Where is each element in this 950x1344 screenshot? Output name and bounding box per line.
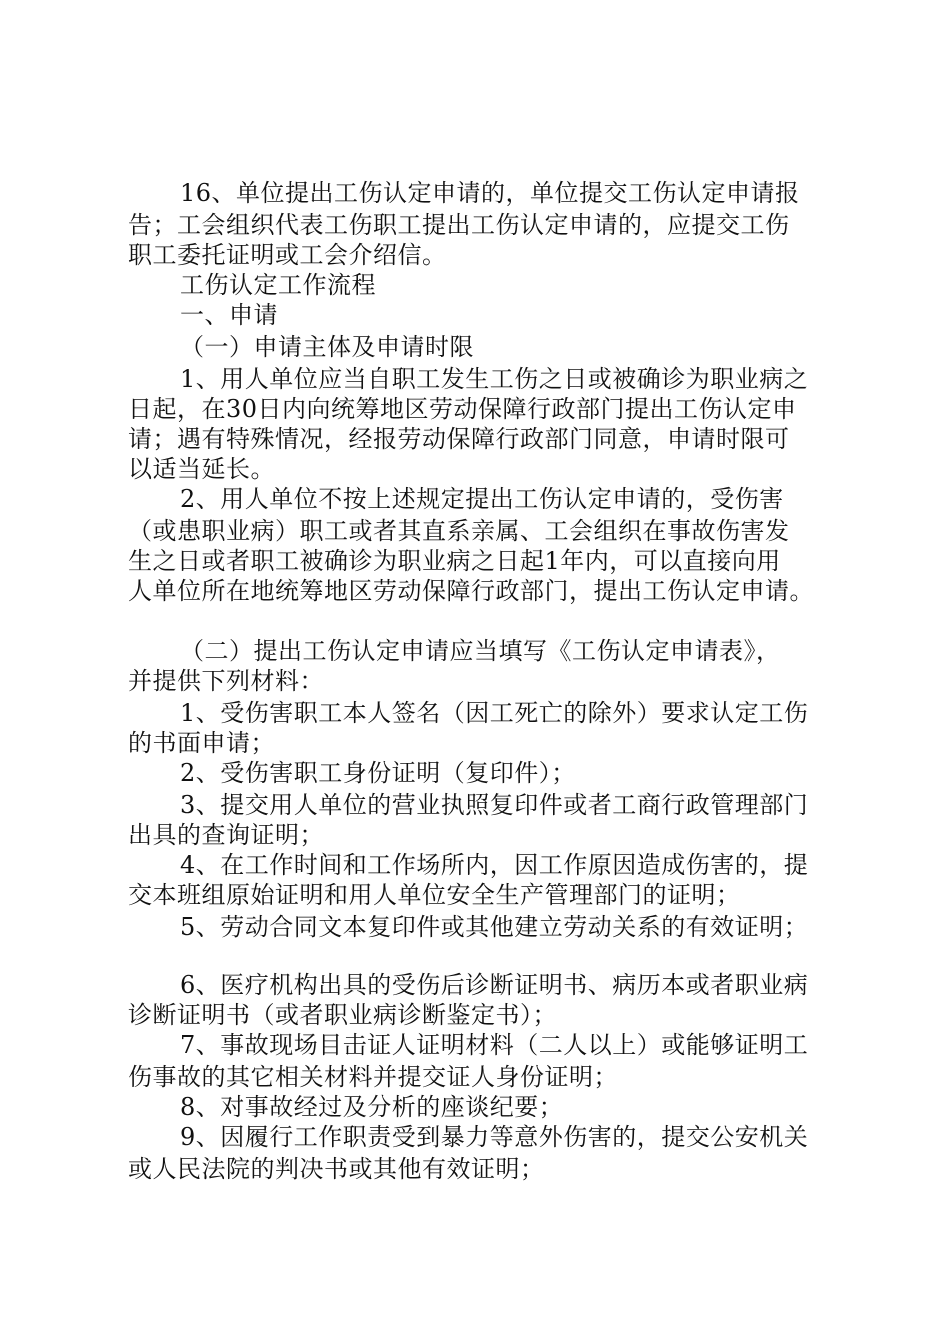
text-line: 日起，在30日内向统筹地区劳动保障行政部门提出工伤认定申: [128, 395, 797, 423]
text-line: 2、用人单位不按上述规定提出工伤认定申请的，受伤害: [180, 485, 784, 513]
subsection-heading: （一）申请主体及申请时限: [180, 333, 474, 361]
text-line: 1、用人单位应当自职工发生工伤之日或被确诊为职业病之: [180, 365, 809, 393]
text-line: 人单位所在地统筹地区劳动保障行政部门，提出工伤认定申请。: [128, 577, 814, 605]
text-line: 告；工会组织代表工伤职工提出工伤认定申请的，应提交工伤: [128, 211, 790, 239]
text-line: 或人民法院的判决书或其他有效证明；: [128, 1155, 545, 1183]
subsection-heading: （二）提出工伤认定申请应当填写《工伤认定申请表》，: [180, 637, 781, 665]
text-line: 并提供下列材料：: [128, 667, 324, 695]
text-line: 6、医疗机构出具的受伤后诊断证明书、病历本或者职业病: [180, 971, 809, 999]
text-line: 职工委托证明或工会介绍信。: [128, 241, 447, 269]
text-line: （或患职业病）职工或者其直系亲属、工会组织在事故伤害发: [128, 517, 790, 545]
section-heading: 工伤认定工作流程: [180, 271, 376, 299]
text-line: 诊断证明书（或者职业病诊断鉴定书）；: [128, 1001, 557, 1029]
text-line: 5、劳动合同文本复印件或其他建立劳动关系的有效证明；: [180, 913, 809, 941]
text-line: 请；遇有特殊情况，经报劳动保障行政部门同意，申请时限可: [128, 425, 790, 453]
text-line: 以适当延长。: [128, 455, 275, 483]
text-line: 9、因履行工作职责受到暴力等意外伤害的，提交公安机关: [180, 1123, 809, 1151]
text-line: 7、事故现场目击证人证明材料（二人以上）或能够证明工: [180, 1031, 809, 1059]
text-line: 8、对事故经过及分析的座谈纪要；: [180, 1093, 564, 1121]
section-heading: 一、申请: [180, 301, 278, 329]
text-line: 伤事故的其它相关材料并提交证人身份证明；: [128, 1063, 618, 1091]
text-line: 1、受伤害职工本人签名（因工死亡的除外）要求认定工伤: [180, 699, 809, 727]
text-line: 的书面申请；: [128, 729, 275, 757]
text-line: 生之日或者职工被确诊为职业病之日起1年内，可以直接向用: [128, 547, 781, 575]
text-line: 交本班组原始证明和用人单位安全生产管理部门的证明；: [128, 881, 741, 909]
text-line: 3、提交用人单位的营业执照复印件或者工商行政管理部门: [180, 791, 809, 819]
text-line: 出具的查询证明；: [128, 821, 324, 849]
text-line: 16、单位提出工伤认定申请的，单位提交工伤认定申请报: [180, 179, 800, 207]
text-line: 4、在工作时间和工作场所内，因工作原因造成伤害的，提: [180, 851, 809, 879]
text-line: 2、受伤害职工身份证明（复印件）；: [180, 759, 576, 787]
